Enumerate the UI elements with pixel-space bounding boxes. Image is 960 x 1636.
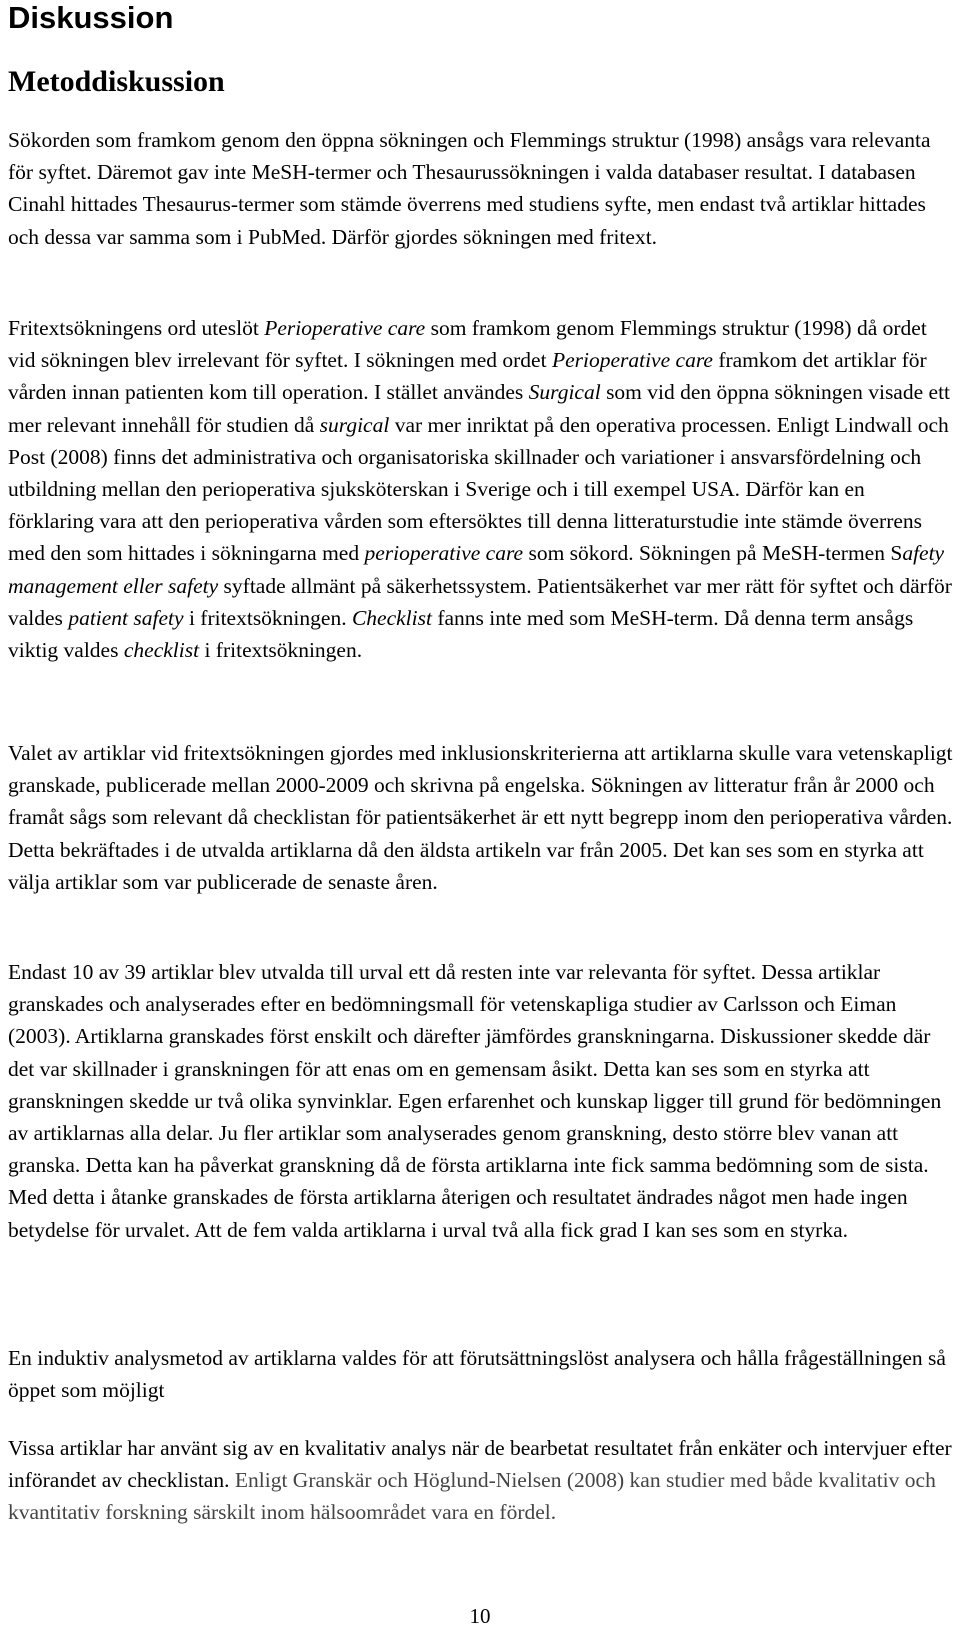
italic-term: perioperative care <box>364 541 524 566</box>
section-heading: Diskussion <box>8 0 174 35</box>
paragraph-qualitative-analysis <box>8 1432 953 1529</box>
text-run: som framkom genom Flemmings struktur (1998) då ordet vid sökningen blev irrelevant för syftet. I sökningen med ordet <box>8 316 927 373</box>
subsection-heading: Metoddiskussion <box>8 65 225 98</box>
italic-term: afety management eller safety <box>8 541 945 598</box>
italic-term: Surgical <box>528 380 601 405</box>
paragraph-free-text-search <box>8 312 953 666</box>
paragraph-analysis-method <box>8 1342 953 1406</box>
text-run: var mer inriktat på den operativa processen. Enligt Lindwall och Post (2008) finns det administrativa och organisatoriska skillnader och variationer i ansvarsfördelning och utbildning mellan den perioperativa sjuksköterskan i Sverige och i till exempel USA. Därför kan en förklaring vara att den perioperativa vården som eftersöktes till denna litteraturstudie inte stämde överrens med den som hittades i sökningarna med <box>8 412 949 566</box>
text-run: som sökord. Sökningen på MeSH-termen S <box>523 541 903 566</box>
paragraph-text: Sökorden som framkom genom den öppna sökningen och Flemmings struktur (1998) ansågs vara relevanta för syftet. Däremot gav inte MeSH-termer och Thesaurussökningen i valda databaser resultat. I databasen Cinahl hittades Thesaurus-termer som stämde överrens med studiens syfte, men endast två artiklar hittades och dessa var samma som i PubMed. Därför gjordes sökningen med fritext. <box>8 128 931 249</box>
text-run: som vid den öppna sökningen visade ett mer relevant innehåll för studien då <box>8 380 951 437</box>
italic-term: Checklist <box>351 605 432 630</box>
paragraph-search-terms <box>8 124 953 253</box>
paragraph-text: Endast 10 av 39 artiklar blev utvalda till urval ett då resten inte var relevanta för syftet. Dessa artiklar granskades och analyserades efter en bedömningsmall för vetenskapliga studier av Carlsson och Eiman (2003). Artiklarna granskades först enskilt och därefter jämfördes granskningarna. Diskussioner skedde där det var skillnader i granskningen för att enas om en gemensam åsikt. Detta kan ses som en styrka att granskningen skedde ur två olika synvinklar. Egen erfarenhet och kunskap ligger till grund för bedömningen av artiklarnas alla delar. Ju fler artiklar som analyserades genom granskning, desto större blev vanan att granska. Detta kan ha påverkat granskning då de första artiklarna inte fick samma bedömning som de sista. Med detta i åtanke granskades de första artiklarna återigen och resultatet ändrades något men hade ingen betydelse för urvalet. Att de fem valda artiklarna i urval två alla fick grad I kan ses som en styrka. <box>8 960 942 1242</box>
italic-term: Perioperative care <box>264 316 426 340</box>
paragraph-article-selection <box>8 737 953 898</box>
text-run: Fritextsökningens ord uteslöt <box>8 316 265 340</box>
page-number: 10 <box>469 1604 491 1628</box>
italic-term: Perioperative care <box>551 348 713 373</box>
text-run: fanns inte med som MeSH-term. Då denna term ansågs viktig valdes <box>8 605 914 663</box>
text-run: i fritextsökningen. <box>199 638 363 663</box>
italic-term: checklist <box>123 638 200 663</box>
text-run: syftade allmänt på säkerhetssystem. Patientsäkerhet var mer rätt för syftet och därför valdes <box>8 573 952 630</box>
paragraph-text: Valet av artiklar vid fritextsökningen gjordes med inklusionskriterierna att artiklarna skulle vara vetenskapligt granskade, publicerade mellan 2000-2009 och skrivna på engelska. Sökningen av litteratur från år 2000 och framåt sågs som relevant då checklistan för patientsäkerhet är ett nytt begrepp inom den perioperativa vården. Detta bekräftades i de utvalda artiklarna då den äldsta artikeln var från 2005. Det kan ses som en styrka att välja artiklar som var publicerade de senaste åren. <box>8 741 953 894</box>
paragraph-text: Vissa artiklar har använt sig av en kvalitativ analys när de bearbetat resultatet från enkäter och intervjuer efter införandet av checklistan. <box>8 1436 952 1493</box>
paragraph-text-grey: Enligt Granskär och Höglund-Nielsen (2008) kan studier med både kvalitativ och kvantitativ forskning särskilt inom hälsoområdet vara en fördel. <box>8 1468 936 1525</box>
text-run: framkom det artiklar för vården innan patienten kom till operation. I stället användes <box>8 348 927 405</box>
italic-term: patient safety <box>68 605 184 630</box>
paragraph-review <box>8 956 953 1246</box>
paragraph-text: En induktiv analysmetod av artiklarna valdes för att förutsättningslöst analysera och hålla frågeställningen så öppet som möjligt <box>8 1346 946 1403</box>
text-run: i fritextsökningen. <box>183 605 352 630</box>
italic-term: surgical <box>319 412 390 437</box>
